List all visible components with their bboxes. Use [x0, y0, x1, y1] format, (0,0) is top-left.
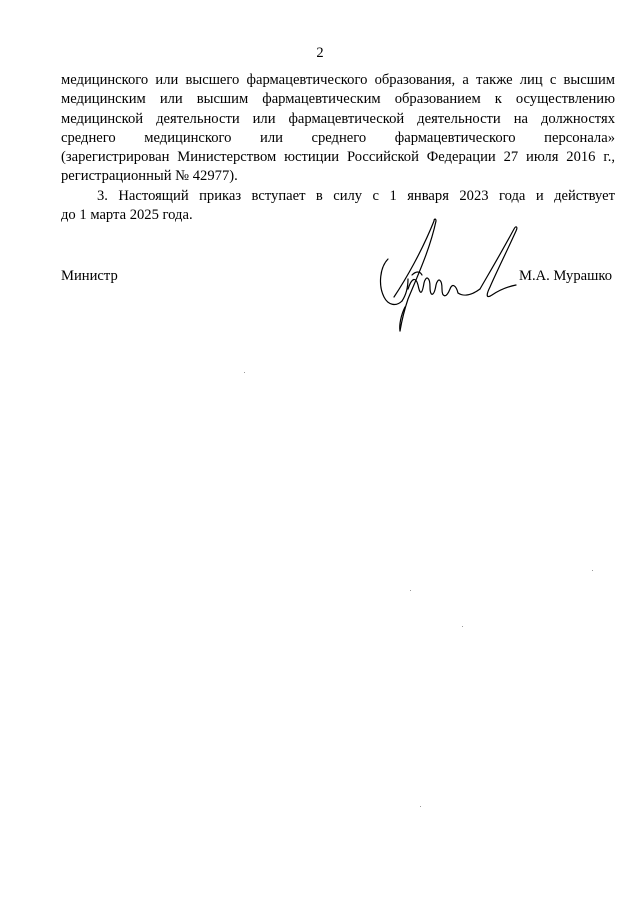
scan-speck: [592, 570, 593, 571]
scan-speck: [462, 626, 463, 627]
continuation-line-6: регистрационный № 42977).: [61, 168, 238, 185]
minister-name: М.А. Мурашко: [518, 268, 612, 284]
continuation-line-4: среднего медицинского или среднего фармацевтического персонала»: [61, 129, 615, 146]
continuation-line-2: медицинским или высшим фармацевтическим образованием к осуществлению: [61, 91, 615, 108]
scan-speck: [244, 372, 245, 373]
minister-title: Министр: [61, 268, 118, 284]
scan-speck: [420, 806, 421, 807]
continuation-line-1: медицинского или высшего фармацевтического образования, а также лиц с высшим: [61, 72, 615, 88]
scan-speck: [410, 590, 411, 591]
paragraph-3-line-1: 3. Настоящий приказ вступает в силу с 1 января 2023 года и действует: [97, 187, 615, 204]
document-body: [61, 71, 615, 225]
page-number: 2: [316, 45, 324, 61]
continuation-line-5: (зарегистрирован Министерством юстиции Российской Федерации 27 июля 2016 г.,: [61, 149, 615, 166]
handwritten-signature: [372, 215, 522, 335]
paragraph-3-line-2: до 1 марта 2025 года.: [61, 207, 193, 224]
continuation-line-3: медицинской деятельности или фармацевтической деятельности на должностях: [61, 110, 615, 127]
